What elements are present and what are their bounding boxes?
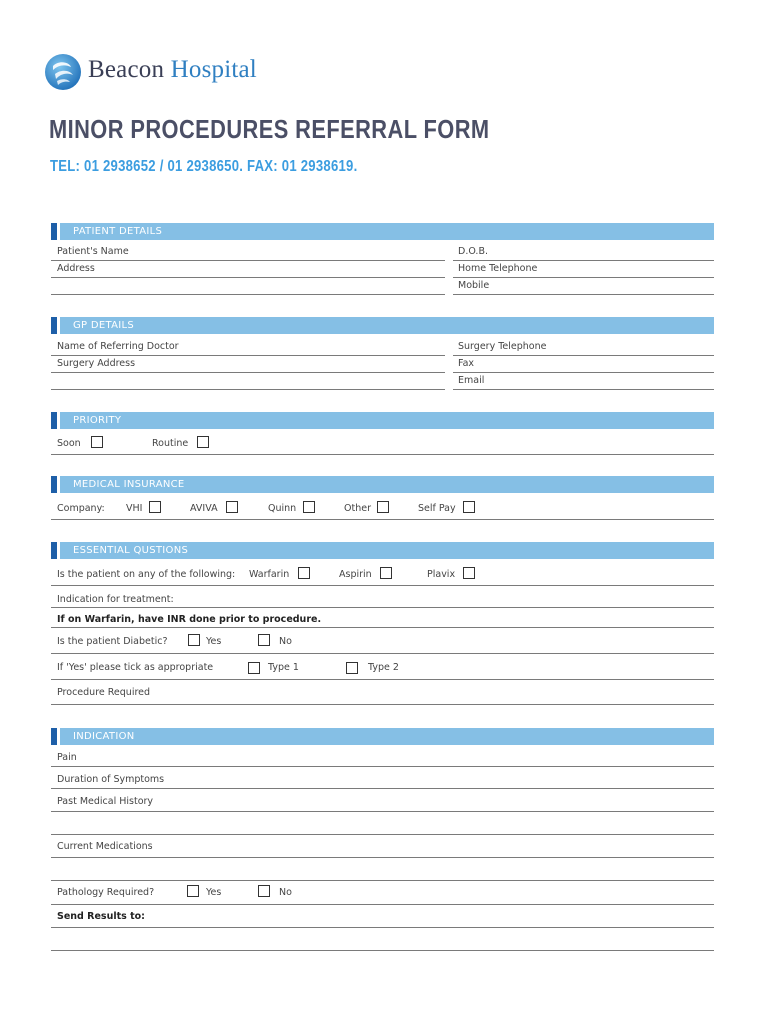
soon-checkbox[interactable]	[91, 436, 103, 448]
duration-label: Duration of Symptoms	[57, 774, 165, 785]
surgery-telephone-label: Surgery Telephone	[458, 341, 547, 352]
section-bar-gp-details	[60, 317, 714, 334]
other-checkbox[interactable]	[377, 501, 389, 513]
pathology-no-checkbox[interactable]	[258, 885, 270, 897]
routine-label: Routine	[152, 438, 189, 449]
send-results-field-2[interactable]	[51, 950, 714, 951]
aviva-checkbox[interactable]	[226, 501, 238, 513]
past-medical-history-field[interactable]	[51, 811, 714, 812]
section-bar-medical-insurance	[60, 476, 714, 493]
aviva-label: AVIVA	[190, 503, 218, 514]
medication-question-label: Is the patient on any of the following:	[57, 569, 236, 580]
procedure-required-label: Procedure Required	[57, 687, 151, 698]
divider	[51, 454, 714, 455]
beacon-logo-icon	[43, 52, 83, 92]
surgery-telephone-field[interactable]	[453, 355, 714, 356]
inr-note: If on Warfarin, have INR done prior to procedure.	[57, 614, 322, 625]
pathology-yes-label: Yes	[206, 887, 222, 898]
section-accent	[51, 223, 57, 240]
aspirin-label: Aspirin	[339, 569, 372, 580]
type-1-label: Type 1	[268, 662, 299, 673]
quinn-label: Quinn	[268, 503, 297, 514]
warfarin-label: Warfarin	[249, 569, 290, 580]
divider	[51, 585, 714, 586]
section-title: INDICATION	[73, 731, 135, 742]
tick-instruction-label: If 'Yes' please tick as appropriate	[57, 662, 214, 673]
type-2-checkbox[interactable]	[346, 662, 358, 674]
section-accent	[51, 476, 57, 493]
other-label: Other	[344, 503, 371, 514]
indication-label: Indication for treatment:	[57, 594, 174, 605]
vhi-label: VHI	[126, 503, 143, 514]
address-label: Address	[57, 263, 95, 274]
section-accent	[51, 412, 57, 429]
pathology-question-label: Pathology Required?	[57, 887, 155, 898]
diabetic-no-checkbox[interactable]	[258, 634, 270, 646]
section-bar-essential-questions	[60, 542, 714, 559]
section-bar-priority	[60, 412, 714, 429]
logo-text	[88, 56, 257, 84]
pain-label: Pain	[57, 752, 77, 763]
mobile-field[interactable]	[453, 294, 714, 295]
dob-label: D.O.B.	[458, 246, 488, 257]
home-telephone-label: Home Telephone	[458, 263, 538, 274]
section-bar-indication	[60, 728, 714, 745]
home-telephone-field[interactable]	[453, 277, 714, 278]
pathology-no-label: No	[279, 887, 292, 898]
patient-name-label: Patient's Name	[57, 246, 129, 257]
diabetic-question-label: Is the patient Diabetic?	[57, 636, 168, 647]
address-field[interactable]	[51, 277, 445, 278]
section-accent	[51, 728, 57, 745]
section-bar-patient-details	[60, 223, 714, 240]
aspirin-checkbox[interactable]	[380, 567, 392, 579]
company-label: Company:	[57, 503, 105, 514]
plavix-label: Plavix	[427, 569, 456, 580]
past-medical-history-field-2[interactable]	[51, 834, 714, 835]
email-field[interactable]	[453, 389, 714, 390]
divider	[51, 519, 714, 520]
current-medications-label: Current Medications	[57, 841, 153, 852]
pathology-yes-checkbox[interactable]	[187, 885, 199, 897]
mobile-label: Mobile	[458, 280, 490, 291]
logo-name-hospital: Hospital	[170, 56, 257, 83]
quinn-checkbox[interactable]	[303, 501, 315, 513]
logo	[43, 50, 273, 94]
section-accent	[51, 542, 57, 559]
divider	[51, 627, 714, 628]
page-title: MINOR PROCEDURES REFERRAL FORM	[49, 114, 490, 144]
fax-label: Fax	[458, 358, 475, 369]
fax-field[interactable]	[453, 372, 714, 373]
current-medications-field[interactable]	[51, 857, 714, 858]
plavix-checkbox[interactable]	[463, 567, 475, 579]
logo-name: Beacon	[88, 56, 165, 83]
patient-name-field[interactable]	[51, 260, 445, 261]
divider	[51, 679, 714, 680]
section-title: ESSENTIAL QUSTIONS	[73, 545, 189, 556]
indication-field[interactable]	[51, 607, 714, 608]
pain-field[interactable]	[51, 766, 714, 767]
address-field-2[interactable]	[51, 294, 445, 295]
diabetic-yes-checkbox[interactable]	[188, 634, 200, 646]
routine-checkbox[interactable]	[197, 436, 209, 448]
diabetic-yes-label: Yes	[206, 636, 222, 647]
self-pay-checkbox[interactable]	[463, 501, 475, 513]
section-accent	[51, 317, 57, 334]
surgery-address-field[interactable]	[51, 372, 445, 373]
past-medical-history-label: Past Medical History	[57, 796, 154, 807]
surgery-address-field-2[interactable]	[51, 389, 445, 390]
section-title: MEDICAL INSURANCE	[73, 479, 185, 490]
vhi-checkbox[interactable]	[149, 501, 161, 513]
current-medications-field-2[interactable]	[51, 880, 714, 881]
send-results-label: Send Results to:	[57, 911, 145, 922]
contact-line: TEL: 01 2938652 / 01 2938650. FAX: 01 2938619.	[50, 158, 358, 175]
type-1-checkbox[interactable]	[248, 662, 260, 674]
send-results-field[interactable]	[51, 927, 714, 928]
referring-doctor-label: Name of Referring Doctor	[57, 341, 179, 352]
section-title: PRIORITY	[73, 415, 122, 426]
section-title: GP DETAILS	[73, 320, 135, 331]
referring-doctor-field[interactable]	[51, 355, 445, 356]
diabetic-no-label: No	[279, 636, 292, 647]
section-title: PATIENT DETAILS	[73, 226, 163, 237]
dob-field[interactable]	[453, 260, 714, 261]
surgery-address-label: Surgery Address	[57, 358, 136, 369]
duration-field[interactable]	[51, 788, 714, 789]
soon-label: Soon	[57, 438, 81, 449]
procedure-required-field[interactable]	[51, 704, 714, 705]
divider	[51, 653, 714, 654]
warfarin-checkbox[interactable]	[298, 567, 310, 579]
type-2-label: Type 2	[368, 662, 399, 673]
email-label: Email	[458, 375, 485, 386]
divider	[51, 904, 714, 905]
self-pay-label: Self Pay	[418, 503, 456, 514]
